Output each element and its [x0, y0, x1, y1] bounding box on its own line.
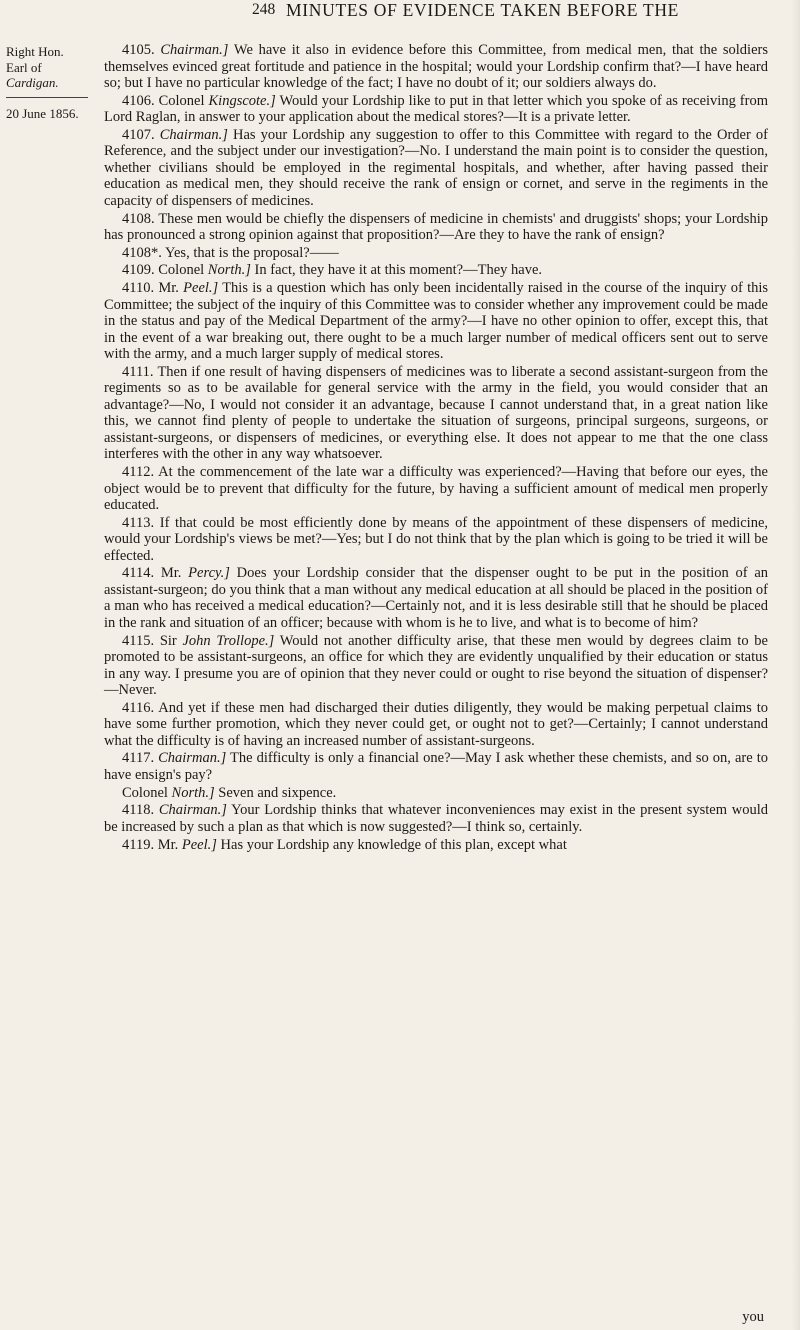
witness-name: Earl of Cardigan.: [6, 59, 59, 90]
question-number: 4105.: [122, 42, 155, 58]
evidence-paragraph: [104, 245, 768, 262]
paragraph-text: Would not another difficulty arise, that these men would by degrees claim to be promoted to be assistant-surgeons, an office for which they are evidently unqualified by their education or status in any way. I presume you are of opinion that they never could or ought to rise beyond the situation of dispenser?—Never.: [104, 632, 768, 699]
page-number: 248: [252, 1, 276, 18]
paragraph-text: At the commencement of the late war a difficulty was experienced?—Having that before our eyes, the object would be to prevent that difficulty for the future, by having a sufficient amount of medical men properly educated.: [104, 464, 768, 513]
evidence-paragraph: [104, 262, 768, 279]
evidence-paragraph: [104, 364, 768, 463]
paragraph-text: Has your Lordship any knowledge of this plan, except what: [216, 836, 567, 853]
paragraph-text: In fact, they have it at this moment?—They have.: [250, 262, 543, 279]
margin-note: [6, 44, 92, 121]
question-number: 4112.: [122, 464, 155, 480]
speaker-name: Chairman.]: [160, 42, 229, 58]
evidence-body: [104, 42, 768, 854]
paragraph-text: Seven and sixpence.: [214, 784, 337, 801]
paragraph-text: We have it also in evidence before this Committee, from medical men, that the soldiers themselves evinced great fortitude and patience in the hospital; would your Lordship confirm that?—I have heard so; but I have no particular knowledge of the fact; I have no doubt of it; our soldiers always do.: [104, 42, 768, 91]
paragraph-text: The difficulty is only a financial one?—May I ask whether these chemists, and so on, are to have ensign's pay?: [104, 750, 768, 783]
paragraph-text: These men would be chiefly the dispensers of medicine in chemists' and druggists' shops; your Lordship has pronounced a strong opinion against that proposition?—Are they to have the rank of ensign?: [104, 210, 768, 244]
question-number: 4118.: [122, 802, 155, 819]
evidence-paragraph: [104, 750, 768, 783]
evidence-paragraph: [104, 565, 768, 631]
evidence-paragraph: [104, 633, 768, 699]
catchword: you: [742, 1309, 764, 1325]
paragraph-text: Yes, that is the proposal?——: [164, 244, 339, 261]
question-number: 4106.: [122, 92, 155, 109]
question-number: 4119.: [122, 836, 155, 853]
paragraph-text: Has your Lordship any suggestion to offer to this Committee with regard to the Order of Reference, and the subject under our investigation?—No. I understand the main point is to consider the question, whether civilians should be employed in the regimental hospitals, and whether, after having passed their education as medical men, they should receive the rank of ensign or cornet, and serve in the regiments in the capacity of dispensers of medicines.: [104, 126, 769, 209]
evidence-paragraph: [104, 464, 768, 514]
paragraph-text: If that could be most efficiently done by means of the appointment of these dispensers of medicine, would your Lordship's views be met?—Yes; but I do not think that by the plan which is going to be tried it will be effected.: [104, 514, 769, 564]
paragraph-text: And yet if these men had discharged their duties diligently, they would be making perpetual claims to have some further promotion, which they never could get, or ought not to get?—Certainly; I cannot understand what the difficulty is of having an increased number of assistant-surgeons.: [104, 699, 768, 749]
evidence-paragraph: [104, 515, 768, 565]
question-number: 4114.: [122, 565, 155, 582]
speaker-name: Sir John Trollope.]: [159, 632, 275, 649]
question-number: 4111.: [122, 363, 154, 380]
question-number: 4117.: [122, 750, 155, 767]
evidence-paragraph: [104, 802, 768, 835]
page-edge-shadow: [792, 0, 800, 1330]
question-number: 4115.: [122, 632, 155, 649]
running-head: MINUTES OF EVIDENCE TAKEN BEFORE THE: [286, 0, 680, 20]
margin-rule: [6, 97, 88, 98]
paragraph-text: Would your Lordship like to put in that letter which you spoke of as receiving from Lord Raglan, in answer to your application about the medical stores?—It is a private letter.: [104, 92, 768, 126]
speaker-name: Colonel Kingscote.]: [158, 92, 276, 109]
evidence-paragraph: [104, 93, 768, 126]
evidence-paragraph: [104, 700, 768, 750]
speaker-name: Chairman.]: [158, 750, 227, 767]
paragraph-text: Your Lordship thinks that whatever inconveniences may exist in the present system would be increased by such a plan as that which is now suggested?—I think so, certainly.: [104, 802, 769, 835]
evidence-paragraph: [104, 837, 768, 854]
evidence-paragraph: [104, 785, 768, 802]
speaker-name: Colonel North.]: [158, 262, 251, 279]
speaker-name: Mr. Percy.]: [160, 565, 230, 582]
speaker-name: Mr. Peel.]: [158, 280, 219, 297]
paragraph-text: This is a question which has only been incidentally raised in the course of the inquiry of this Committee; the subject of the inquiry of this Committee was to consider whether any improvement could be made in the status and pay of the Medical Department of the army?—I have no other opinion to offer, except this, that in the event of a war breaking out, there ought to be a much larger number of medical officers sent out to serve with the army, and a much larger supply of medical stores.: [104, 280, 769, 363]
evidence-paragraph: [104, 211, 768, 244]
question-number: 4108*.: [122, 244, 162, 261]
witness-title: Right Hon.: [6, 44, 64, 59]
evidence-paragraph: [104, 42, 768, 92]
paragraph-text: Then if one result of having dispensers of medicines was to liberate a second assistant-surgeon from the regiments so as to be available for general service with the army in the field, you would consider that an advantage?—No, I would not consider it an advantage, because I cannot understand that, in a great nation like this, we cannot find plenty of people to undertake the situation of surgeons, principal surgeons, surgeons, or assistant-surgeons, or dispensers of medicines, or everything else. It does not appear to me that the one class interferes with the other in any way whatsoever.: [104, 363, 768, 463]
speaker-name: Chairman.]: [158, 802, 227, 819]
evidence-paragraph: [104, 127, 768, 210]
hearing-date: 20 June 1856.: [6, 105, 79, 121]
question-number: 4107.: [122, 126, 155, 143]
speaker-name: Chairman.]: [159, 126, 228, 143]
paragraph-text: Does your Lordship consider that the dispenser ought to be put in the position of an assistant-surgeon; do you think that a man without any medical education at all should be placed in the position of a man who has received a medical education?—Certainly not, and it is less desirable still that he should be placed in the rank and situation of an officer; because with whom is he to live, and what is to become of him?: [104, 565, 769, 631]
question-number: 4113.: [122, 514, 155, 531]
question-number: 4109.: [122, 262, 155, 279]
evidence-paragraph: [104, 280, 768, 363]
speaker-name: Mr. Peel.]: [157, 836, 217, 853]
speaker-name: Colonel North.]: [122, 784, 215, 801]
question-number: 4116.: [122, 699, 155, 716]
question-number: 4108.: [122, 210, 155, 227]
question-number: 4110.: [122, 280, 155, 297]
